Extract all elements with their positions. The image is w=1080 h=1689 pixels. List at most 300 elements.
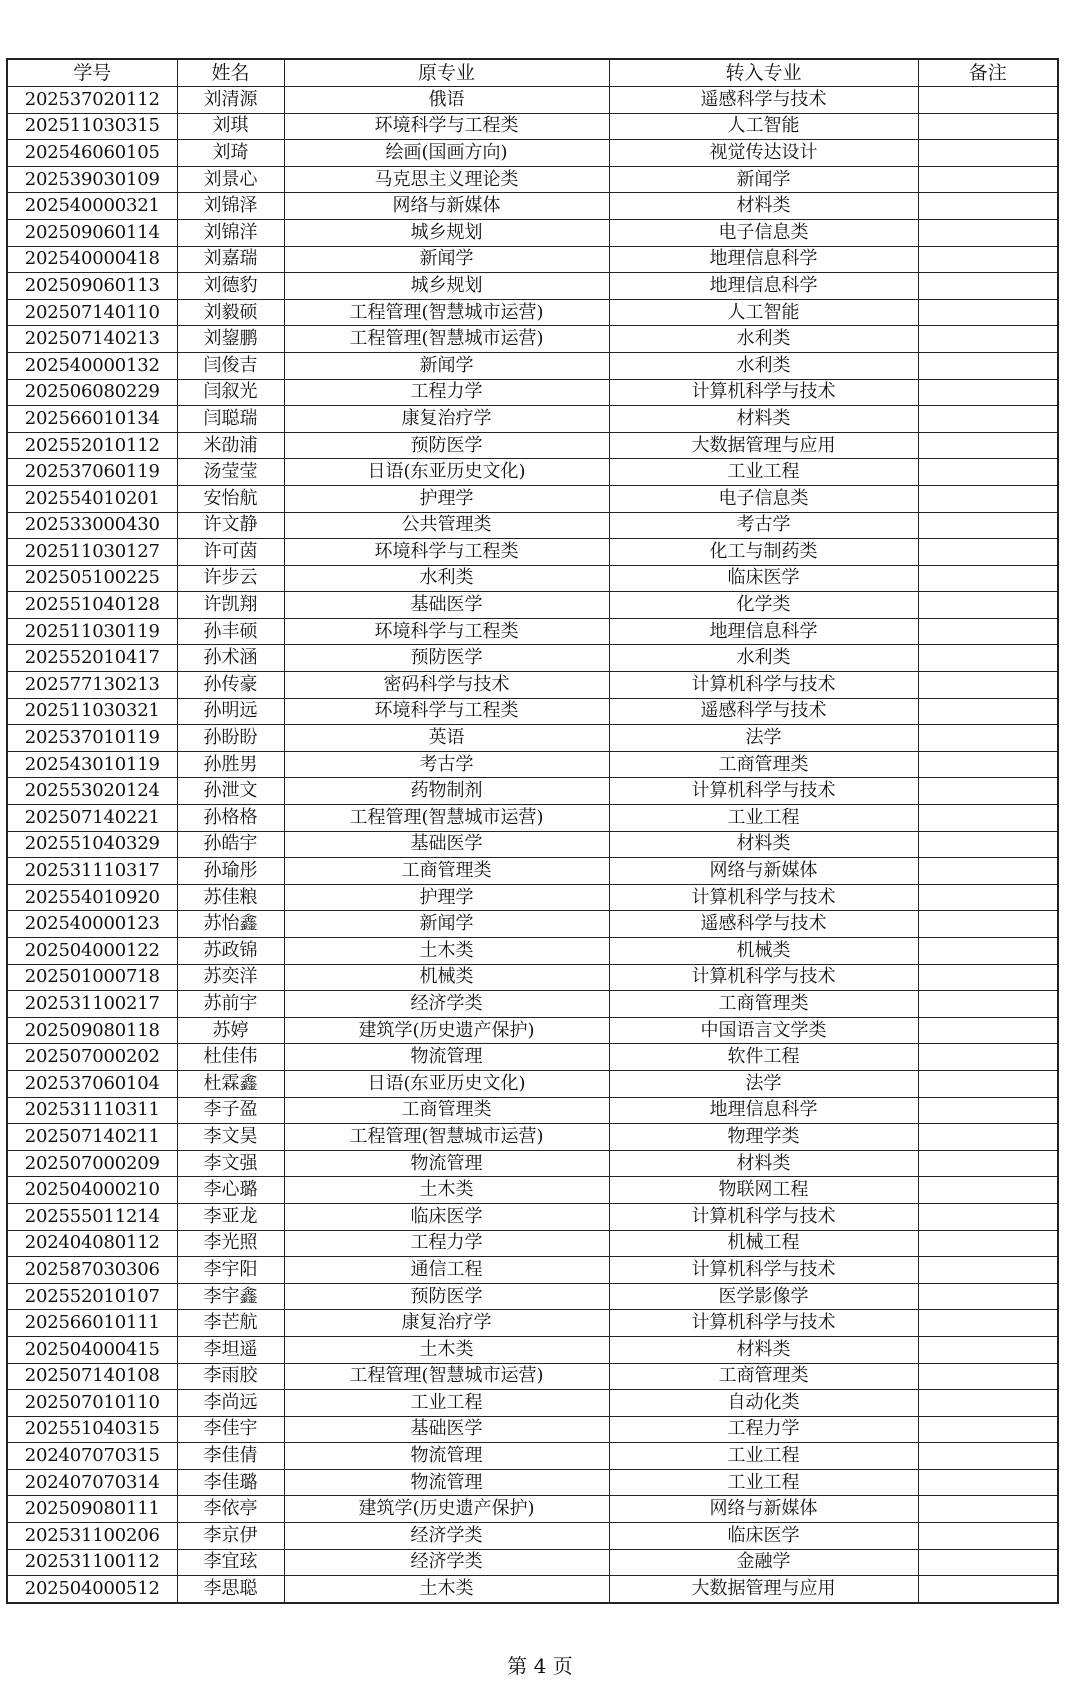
cell-remarks	[918, 1576, 1058, 1603]
cell-new-major: 新闻学	[609, 166, 918, 193]
cell-name: 刘琦	[177, 140, 284, 167]
cell-name: 孙胜男	[177, 751, 284, 778]
cell-student-id: 202531100112	[7, 1549, 177, 1576]
table-row	[7, 698, 1058, 725]
cell-remarks	[918, 1124, 1058, 1151]
cell-new-major: 医学影像学	[609, 1283, 918, 1310]
table-row	[7, 964, 1058, 991]
cell-new-major: 水利类	[609, 352, 918, 379]
cell-remarks	[918, 751, 1058, 778]
cell-new-major: 金融学	[609, 1549, 918, 1576]
cell-remarks	[918, 379, 1058, 406]
table-row	[7, 326, 1058, 353]
cell-original-major: 绘画(国画方向)	[284, 140, 609, 167]
cell-remarks	[918, 539, 1058, 566]
cell-new-major: 水利类	[609, 326, 918, 353]
cell-original-major: 建筑学(历史遗产保护)	[284, 1496, 609, 1523]
cell-student-id: 202537060119	[7, 459, 177, 486]
cell-remarks	[918, 432, 1058, 459]
cell-original-major: 密码科学与技术	[284, 672, 609, 699]
cell-new-major: 人工智能	[609, 299, 918, 326]
cell-original-major: 工程力学	[284, 1230, 609, 1257]
table-row	[7, 1416, 1058, 1443]
table-row	[7, 273, 1058, 300]
table-row	[7, 1469, 1058, 1496]
cell-new-major: 临床医学	[609, 565, 918, 592]
cell-name: 米劭浦	[177, 432, 284, 459]
cell-student-id: 202507140211	[7, 1124, 177, 1151]
cell-original-major: 工商管理类	[284, 1097, 609, 1124]
cell-remarks	[918, 193, 1058, 220]
cell-remarks	[918, 1310, 1058, 1337]
cell-new-major: 材料类	[609, 831, 918, 858]
cell-name: 李京伊	[177, 1523, 284, 1550]
cell-remarks	[918, 299, 1058, 326]
header-student-id: 学号	[7, 59, 177, 87]
cell-new-major: 工商管理类	[609, 991, 918, 1018]
cell-name: 许可茵	[177, 539, 284, 566]
cell-student-id: 202546060105	[7, 140, 177, 167]
cell-remarks	[918, 326, 1058, 353]
cell-original-major: 工程管理(智慧城市运营)	[284, 326, 609, 353]
cell-new-major: 遥感科学与技术	[609, 698, 918, 725]
cell-original-major: 公共管理类	[284, 512, 609, 539]
cell-name: 刘毅硕	[177, 299, 284, 326]
table-row	[7, 805, 1058, 832]
cell-name: 苏奕洋	[177, 964, 284, 991]
cell-name: 闫叙光	[177, 379, 284, 406]
cell-name: 李佳璐	[177, 1469, 284, 1496]
cell-original-major: 物流管理	[284, 1443, 609, 1470]
cell-student-id: 202511030127	[7, 539, 177, 566]
table-row	[7, 1283, 1058, 1310]
cell-new-major: 机械工程	[609, 1230, 918, 1257]
cell-student-id: 202504000122	[7, 938, 177, 965]
cell-name: 孙瑜彤	[177, 858, 284, 885]
cell-name: 许凯翔	[177, 592, 284, 619]
cell-original-major: 通信工程	[284, 1257, 609, 1284]
cell-name: 刘景心	[177, 166, 284, 193]
table-row	[7, 87, 1058, 114]
cell-remarks	[918, 1443, 1058, 1470]
cell-original-major: 临床医学	[284, 1203, 609, 1230]
cell-name: 孙泄文	[177, 778, 284, 805]
cell-new-major: 遥感科学与技术	[609, 87, 918, 114]
cell-original-major: 土木类	[284, 1576, 609, 1603]
cell-original-major: 环境科学与工程类	[284, 618, 609, 645]
cell-new-major: 考古学	[609, 512, 918, 539]
table-row	[7, 778, 1058, 805]
table-row	[7, 1017, 1058, 1044]
cell-student-id: 202505100225	[7, 565, 177, 592]
cell-remarks	[918, 1283, 1058, 1310]
cell-name: 李宇阳	[177, 1257, 284, 1284]
cell-name: 李尚远	[177, 1390, 284, 1417]
cell-name: 孙术涵	[177, 645, 284, 672]
cell-remarks	[918, 1070, 1058, 1097]
header-remarks: 备注	[918, 59, 1058, 87]
cell-new-major: 计算机科学与技术	[609, 1257, 918, 1284]
cell-remarks	[918, 1523, 1058, 1550]
cell-original-major: 日语(东亚历史文化)	[284, 1070, 609, 1097]
cell-student-id: 202507000202	[7, 1044, 177, 1071]
cell-new-major: 网络与新媒体	[609, 858, 918, 885]
table-row	[7, 512, 1058, 539]
cell-student-id: 202504000415	[7, 1336, 177, 1363]
cell-name: 李心璐	[177, 1177, 284, 1204]
cell-original-major: 俄语	[284, 87, 609, 114]
cell-new-major: 自动化类	[609, 1390, 918, 1417]
cell-remarks	[918, 618, 1058, 645]
cell-new-major: 人工智能	[609, 113, 918, 140]
cell-new-major: 材料类	[609, 193, 918, 220]
cell-name: 李亚龙	[177, 1203, 284, 1230]
cell-new-major: 材料类	[609, 1150, 918, 1177]
cell-name: 孙盼盼	[177, 725, 284, 752]
cell-name: 安怡航	[177, 485, 284, 512]
cell-original-major: 城乡规划	[284, 219, 609, 246]
cell-remarks	[918, 352, 1058, 379]
cell-student-id: 202511030119	[7, 618, 177, 645]
cell-new-major: 水利类	[609, 645, 918, 672]
cell-name: 刘鋆鹏	[177, 326, 284, 353]
cell-name: 苏政锦	[177, 938, 284, 965]
cell-student-id: 202507140213	[7, 326, 177, 353]
cell-original-major: 护理学	[284, 485, 609, 512]
cell-original-major: 物流管理	[284, 1150, 609, 1177]
cell-original-major: 土木类	[284, 1336, 609, 1363]
cell-original-major: 马克思主义理论类	[284, 166, 609, 193]
cell-name: 李思聪	[177, 1576, 284, 1603]
cell-remarks	[918, 964, 1058, 991]
table-row	[7, 1257, 1058, 1284]
table-row	[7, 1044, 1058, 1071]
table-header-row	[7, 59, 1058, 87]
table-row	[7, 1124, 1058, 1151]
cell-student-id: 202540000123	[7, 911, 177, 938]
cell-original-major: 机械类	[284, 964, 609, 991]
cell-name: 孙丰硕	[177, 618, 284, 645]
cell-original-major: 环境科学与工程类	[284, 113, 609, 140]
cell-name: 苏怡鑫	[177, 911, 284, 938]
cell-remarks	[918, 113, 1058, 140]
cell-name: 李文昊	[177, 1124, 284, 1151]
cell-new-major: 计算机科学与技术	[609, 1310, 918, 1337]
cell-remarks	[918, 831, 1058, 858]
table-row	[7, 884, 1058, 911]
cell-student-id: 202540000418	[7, 246, 177, 273]
cell-new-major: 法学	[609, 1070, 918, 1097]
table-row	[7, 193, 1058, 220]
cell-new-major: 材料类	[609, 406, 918, 433]
cell-remarks	[918, 246, 1058, 273]
cell-student-id: 202531100217	[7, 991, 177, 1018]
table-row	[7, 246, 1058, 273]
cell-student-id: 202566010111	[7, 1310, 177, 1337]
cell-student-id: 202506080229	[7, 379, 177, 406]
cell-student-id: 202509080118	[7, 1017, 177, 1044]
table-row	[7, 219, 1058, 246]
cell-remarks	[918, 273, 1058, 300]
cell-name: 闫俊吉	[177, 352, 284, 379]
cell-remarks	[918, 778, 1058, 805]
cell-new-major: 电子信息类	[609, 219, 918, 246]
cell-remarks	[918, 1177, 1058, 1204]
cell-student-id: 202553020124	[7, 778, 177, 805]
table-row	[7, 1230, 1058, 1257]
cell-name: 汤莹莹	[177, 459, 284, 486]
cell-student-id: 202555011214	[7, 1203, 177, 1230]
cell-new-major: 中国语言文学类	[609, 1017, 918, 1044]
cell-original-major: 护理学	[284, 884, 609, 911]
cell-original-major: 新闻学	[284, 911, 609, 938]
table-row	[7, 140, 1058, 167]
table-row	[7, 831, 1058, 858]
table-row	[7, 1496, 1058, 1523]
cell-original-major: 工商管理类	[284, 858, 609, 885]
cell-student-id: 202531110317	[7, 858, 177, 885]
cell-student-id: 202554010920	[7, 884, 177, 911]
cell-remarks	[918, 672, 1058, 699]
cell-new-major: 计算机科学与技术	[609, 672, 918, 699]
cell-original-major: 物流管理	[284, 1044, 609, 1071]
cell-name: 苏婷	[177, 1017, 284, 1044]
table-row	[7, 113, 1058, 140]
cell-name: 刘锦泽	[177, 193, 284, 220]
cell-remarks	[918, 1469, 1058, 1496]
table-row	[7, 911, 1058, 938]
cell-remarks	[918, 459, 1058, 486]
cell-new-major: 材料类	[609, 1336, 918, 1363]
header-original-major: 原专业	[284, 59, 609, 87]
cell-student-id: 202507140108	[7, 1363, 177, 1390]
cell-new-major: 视觉传达设计	[609, 140, 918, 167]
cell-student-id: 202537060104	[7, 1070, 177, 1097]
cell-original-major: 环境科学与工程类	[284, 539, 609, 566]
cell-new-major: 网络与新媒体	[609, 1496, 918, 1523]
table-row	[7, 1070, 1058, 1097]
cell-name: 李依亭	[177, 1496, 284, 1523]
cell-original-major: 土木类	[284, 1177, 609, 1204]
cell-remarks	[918, 911, 1058, 938]
table-row	[7, 565, 1058, 592]
cell-remarks	[918, 219, 1058, 246]
cell-name: 刘德豹	[177, 273, 284, 300]
header-new-major: 转入专业	[609, 59, 918, 87]
cell-original-major: 新闻学	[284, 352, 609, 379]
cell-original-major: 网络与新媒体	[284, 193, 609, 220]
cell-new-major: 物联网工程	[609, 1177, 918, 1204]
cell-student-id: 202404080112	[7, 1230, 177, 1257]
cell-name: 杜霖鑫	[177, 1070, 284, 1097]
cell-name: 杜佳伟	[177, 1044, 284, 1071]
cell-remarks	[918, 1203, 1058, 1230]
cell-original-major: 预防医学	[284, 432, 609, 459]
cell-original-major: 英语	[284, 725, 609, 752]
cell-new-major: 工商管理类	[609, 751, 918, 778]
table-row	[7, 166, 1058, 193]
table-row	[7, 1150, 1058, 1177]
cell-student-id: 202511030321	[7, 698, 177, 725]
cell-new-major: 工商管理类	[609, 1363, 918, 1390]
cell-original-major: 新闻学	[284, 246, 609, 273]
cell-new-major: 大数据管理与应用	[609, 1576, 918, 1603]
cell-new-major: 工业工程	[609, 1443, 918, 1470]
cell-new-major: 计算机科学与技术	[609, 964, 918, 991]
cell-new-major: 化学类	[609, 592, 918, 619]
cell-new-major: 地理信息科学	[609, 1097, 918, 1124]
cell-student-id: 202554010201	[7, 485, 177, 512]
cell-name: 许文静	[177, 512, 284, 539]
cell-original-major: 工程管理(智慧城市运营)	[284, 1124, 609, 1151]
table-row	[7, 938, 1058, 965]
cell-new-major: 临床医学	[609, 1523, 918, 1550]
cell-new-major: 计算机科学与技术	[609, 778, 918, 805]
cell-original-major: 建筑学(历史遗产保护)	[284, 1017, 609, 1044]
cell-name: 刘琪	[177, 113, 284, 140]
cell-original-major: 经济学类	[284, 1523, 609, 1550]
cell-original-major: 基础医学	[284, 592, 609, 619]
cell-remarks	[918, 1230, 1058, 1257]
cell-student-id: 202531110311	[7, 1097, 177, 1124]
cell-name: 闫聪瑞	[177, 406, 284, 433]
cell-name: 苏前宇	[177, 991, 284, 1018]
cell-original-major: 经济学类	[284, 991, 609, 1018]
table-row	[7, 1390, 1058, 1417]
cell-student-id: 202539030109	[7, 166, 177, 193]
table-row	[7, 1443, 1058, 1470]
cell-new-major: 计算机科学与技术	[609, 379, 918, 406]
cell-new-major: 工业工程	[609, 805, 918, 832]
cell-remarks	[918, 1257, 1058, 1284]
cell-remarks	[918, 565, 1058, 592]
cell-original-major: 药物制剂	[284, 778, 609, 805]
table-row	[7, 299, 1058, 326]
cell-new-major: 计算机科学与技术	[609, 884, 918, 911]
cell-new-major: 机械类	[609, 938, 918, 965]
cell-remarks	[918, 1150, 1058, 1177]
cell-original-major: 工程力学	[284, 379, 609, 406]
table-row	[7, 432, 1058, 459]
table-row	[7, 379, 1058, 406]
cell-name: 孙传豪	[177, 672, 284, 699]
cell-original-major: 预防医学	[284, 1283, 609, 1310]
cell-original-major: 工程管理(智慧城市运营)	[284, 805, 609, 832]
cell-student-id: 202537020112	[7, 87, 177, 114]
cell-remarks	[918, 884, 1058, 911]
cell-original-major: 基础医学	[284, 1416, 609, 1443]
cell-remarks	[918, 406, 1058, 433]
cell-name: 李宜玹	[177, 1549, 284, 1576]
cell-name: 刘嘉瑞	[177, 246, 284, 273]
cell-name: 李文强	[177, 1150, 284, 1177]
cell-remarks	[918, 1336, 1058, 1363]
cell-remarks	[918, 1416, 1058, 1443]
cell-new-major: 物理学类	[609, 1124, 918, 1151]
table-row	[7, 1523, 1058, 1550]
cell-student-id: 202587030306	[7, 1257, 177, 1284]
cell-student-id: 202552010112	[7, 432, 177, 459]
table-row	[7, 352, 1058, 379]
cell-student-id: 202511030315	[7, 113, 177, 140]
table-row	[7, 991, 1058, 1018]
cell-name: 孙皓宇	[177, 831, 284, 858]
cell-remarks	[918, 1363, 1058, 1390]
cell-new-major: 工业工程	[609, 459, 918, 486]
cell-original-major: 工业工程	[284, 1390, 609, 1417]
cell-student-id: 202566010134	[7, 406, 177, 433]
cell-student-id: 202507140221	[7, 805, 177, 832]
cell-remarks	[918, 858, 1058, 885]
cell-original-major: 城乡规划	[284, 273, 609, 300]
cell-remarks	[918, 485, 1058, 512]
cell-original-major: 物流管理	[284, 1469, 609, 1496]
cell-new-major: 计算机科学与技术	[609, 1203, 918, 1230]
cell-remarks	[918, 1496, 1058, 1523]
table-row	[7, 485, 1058, 512]
cell-name: 李子盈	[177, 1097, 284, 1124]
cell-name: 许步云	[177, 565, 284, 592]
cell-remarks	[918, 991, 1058, 1018]
cell-new-major: 法学	[609, 725, 918, 752]
table-row	[7, 1177, 1058, 1204]
cell-original-major: 康复治疗学	[284, 1310, 609, 1337]
cell-student-id: 202533000430	[7, 512, 177, 539]
cell-name: 李雨胶	[177, 1363, 284, 1390]
cell-student-id: 202504000210	[7, 1177, 177, 1204]
cell-name: 李光照	[177, 1230, 284, 1257]
table-row	[7, 592, 1058, 619]
cell-original-major: 日语(东亚历史文化)	[284, 459, 609, 486]
cell-new-major: 地理信息科学	[609, 273, 918, 300]
cell-student-id: 202509060114	[7, 219, 177, 246]
cell-original-major: 工程管理(智慧城市运营)	[284, 1363, 609, 1390]
cell-remarks	[918, 698, 1058, 725]
cell-new-major: 化工与制药类	[609, 539, 918, 566]
cell-name: 李佳倩	[177, 1443, 284, 1470]
cell-new-major: 地理信息科学	[609, 618, 918, 645]
cell-name: 李坦遥	[177, 1336, 284, 1363]
cell-student-id: 202501000718	[7, 964, 177, 991]
cell-new-major: 遥感科学与技术	[609, 911, 918, 938]
table-row	[7, 1203, 1058, 1230]
cell-name: 刘清源	[177, 87, 284, 114]
cell-original-major: 水利类	[284, 565, 609, 592]
cell-original-major: 考古学	[284, 751, 609, 778]
cell-new-major: 工业工程	[609, 1469, 918, 1496]
cell-student-id: 202552010417	[7, 645, 177, 672]
table-body	[7, 87, 1058, 1603]
table-row	[7, 539, 1058, 566]
table-row	[7, 1310, 1058, 1337]
cell-name: 孙格格	[177, 805, 284, 832]
cell-student-id: 202551040315	[7, 1416, 177, 1443]
cell-name: 李芒航	[177, 1310, 284, 1337]
cell-student-id: 202507000209	[7, 1150, 177, 1177]
cell-original-major: 基础医学	[284, 831, 609, 858]
cell-student-id: 202551040128	[7, 592, 177, 619]
cell-student-id: 202509080111	[7, 1496, 177, 1523]
cell-original-major: 预防医学	[284, 645, 609, 672]
cell-remarks	[918, 805, 1058, 832]
cell-remarks	[918, 645, 1058, 672]
cell-remarks	[918, 1044, 1058, 1071]
page-number: 第 4 页	[507, 1654, 573, 1678]
cell-name: 李佳宇	[177, 1416, 284, 1443]
cell-original-major: 康复治疗学	[284, 406, 609, 433]
cell-remarks	[918, 1097, 1058, 1124]
cell-student-id: 202509060113	[7, 273, 177, 300]
